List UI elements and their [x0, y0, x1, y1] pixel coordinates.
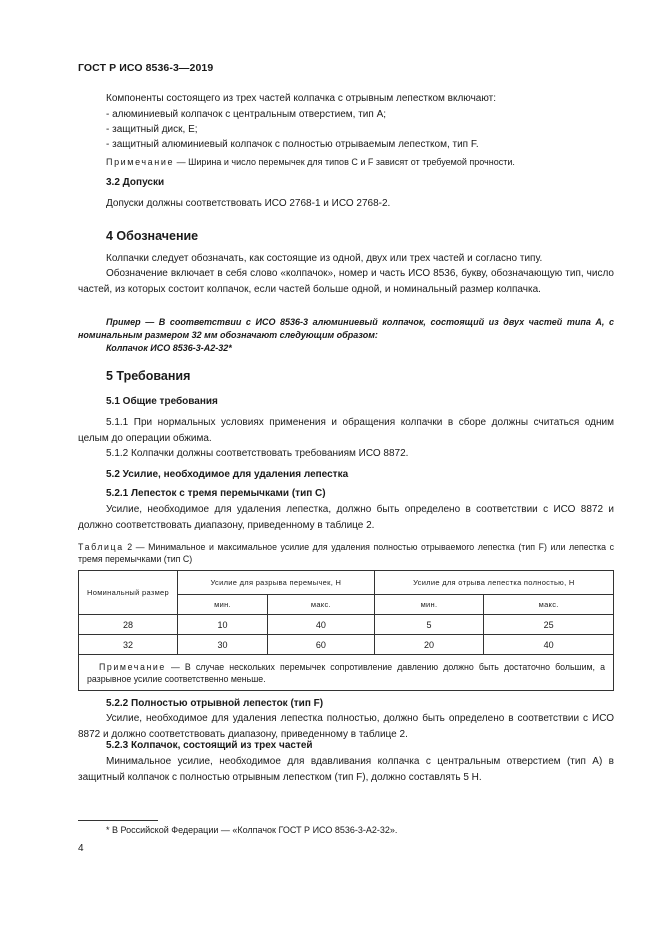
- table-row: [79, 635, 614, 655]
- col-bridge-header: Усилие для разрыва перемычек, Н: [178, 571, 375, 595]
- component-item-3: - защитный алюминиевый колпачок с полностью отрываемым лепестком, тип F.: [106, 139, 479, 150]
- page-number: 4: [78, 843, 84, 854]
- component-item-2: - защитный диск, Е;: [106, 124, 198, 135]
- section-5-1-2: 5.1.2 Колпачки должны соответствовать требованиям ИСО 8872.: [106, 448, 409, 459]
- col-full-header: Усилие для отрыва лепестка полностью, Н: [374, 571, 613, 595]
- note-text: — Ширина и число перемычек для типов С и F зависят от требуемой прочности.: [174, 157, 515, 167]
- full-max-header: макс.: [484, 595, 614, 615]
- note-label: Примечание: [106, 157, 175, 167]
- bridge-max-header: макс.: [268, 595, 375, 615]
- table-caption: [78, 541, 614, 565]
- table-cell: 32: [79, 635, 178, 655]
- section-5-2-3-heading: 5.2.3 Колпачок, состоящий из трех частей: [106, 740, 313, 751]
- document-header: ГОСТ Р ИСО 8536-3—2019: [78, 62, 214, 74]
- section-5-1-1: 5.1.1 При нормальных условиях применения и обращения колпачки в сборе должны считаться одним целым до операции обжима.: [78, 417, 614, 444]
- full-min-header: мин.: [374, 595, 484, 615]
- force-table: [78, 570, 614, 691]
- section-4-p2: Обозначение включает в себя слово «колпачок», номер и часть ИСО 8536, букву, обозначающую тип, число частей, из которых состоит колпачок, если частей больше одной, и номинальный размер колпачка.: [78, 268, 614, 295]
- footnote: * В Российской Федерации — «Колпачок ГОСТ Р ИСО 8536-3-А2-32».: [106, 825, 398, 835]
- components-lead: Компоненты состоящего из трех частей колпачка с отрывным лепестком включают:: [106, 93, 496, 104]
- table-cell: 25: [484, 615, 614, 635]
- table-cell: 60: [268, 635, 375, 655]
- section-5-2-2-heading: 5.2.2 Полностью отрывной лепесток (тип F): [106, 698, 324, 709]
- designation-example: Пример — В соответствии с ИСО 8536-3 алюминиевый колпачок, состоящий из двух частей типа А, с номинальным размером 32 мм обозначают следующим образом:: [78, 317, 614, 340]
- table-caption-text: 2 — Минимальное и максимальное усилие для удаления полностью отрываемого лепестка (тип F) или лепестка с тремя перемычками (тип С): [78, 542, 614, 564]
- table-cell: 28: [79, 615, 178, 635]
- bridge-min-header: мин.: [178, 595, 268, 615]
- section-5-2-1-heading: 5.2.1 Лепесток с тремя перемычками (тип С): [106, 488, 326, 499]
- table-label: Таблица: [78, 542, 124, 552]
- component-item-1: - алюминиевый колпачок с центральным отверстием, тип А;: [106, 109, 387, 120]
- components-note: [106, 156, 614, 169]
- table-cell: 40: [484, 635, 614, 655]
- section-5-1-heading: 5.1 Общие требования: [106, 396, 218, 407]
- table-note: [79, 655, 614, 691]
- section-3-2-heading: 3.2 Допуски: [106, 177, 165, 188]
- table-cell: 10: [178, 615, 268, 635]
- section-5-2-2-text: Усилие, необходимое для удаления лепестка полностью, должно быть определено в соответствии с ИСО 8872 и должно соответствовать диапазону, приведенному в таблице 2.: [78, 713, 614, 740]
- table-note-text: — В случае нескольких перемычек сопротивление давлению должно быть достаточно большим, а разрывное усилие соответственно меньше.: [87, 661, 605, 684]
- section-5-2-heading: 5.2 Усилие, необходимое для удаления лепестка: [106, 469, 349, 480]
- section-5-2-3-text: Минимальное усилие, необходимое для вдавливания колпачка с центральным отверстием (тип А) в защитный колпачок с полностью отрывным лепестком (тип F), должно составлять 5 Н.: [78, 756, 614, 783]
- section-5-2-1-text: Усилие, необходимое для удаления лепестка, должно быть определено в соответствии с ИСО 8872 и должно соответствовать диапазону, приведенному в таблице 2.: [78, 504, 614, 531]
- section-4-p1: Колпачки следует обозначать, как состоящие из одной, двух или трех частей и согласно типу.: [106, 253, 543, 264]
- designation-example-code: Колпачок ИСО 8536-3-А2-32*: [106, 343, 232, 353]
- table-row: [79, 615, 614, 635]
- table-cell: 5: [374, 615, 484, 635]
- table-note-label: Примечание: [99, 661, 166, 672]
- section-3-2-text: Допуски должны соответствовать ИСО 2768-1 и ИСО 2768-2.: [106, 198, 391, 209]
- col-nominal-header: Номинальный размер: [79, 571, 178, 615]
- section-5-heading: 5 Требования: [106, 369, 191, 383]
- table-cell: 40: [268, 615, 375, 635]
- table-cell: 30: [178, 635, 268, 655]
- table-cell: 20: [374, 635, 484, 655]
- section-4-heading: 4 Обозначение: [106, 229, 199, 243]
- footnote-divider: [78, 820, 158, 821]
